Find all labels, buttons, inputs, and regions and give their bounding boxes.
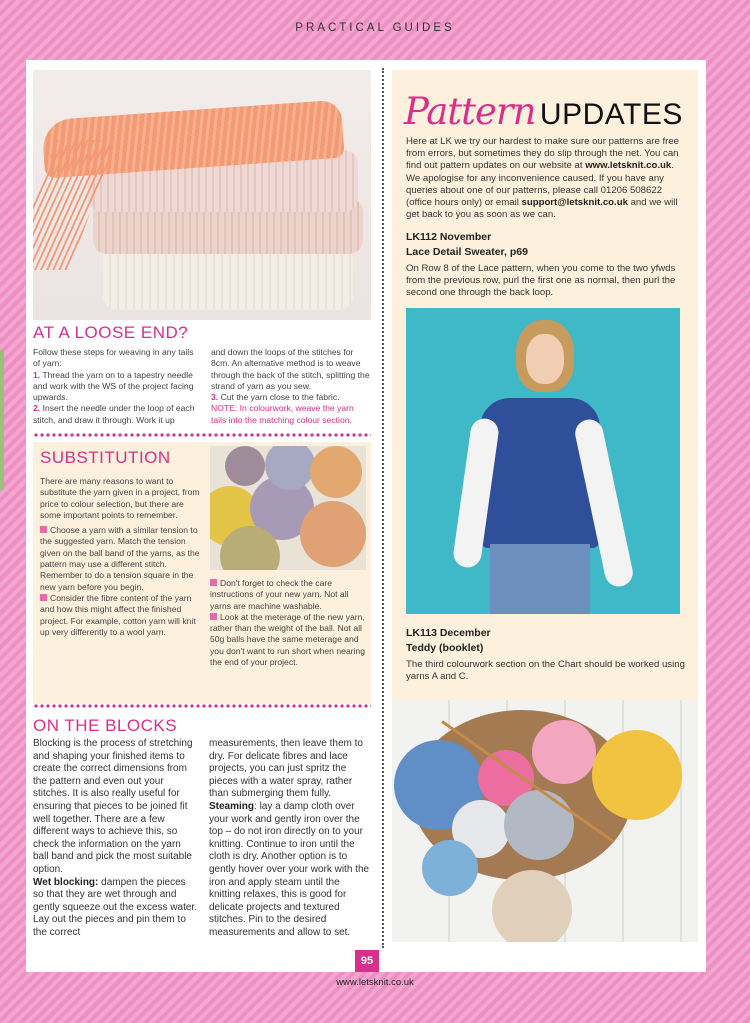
- steaming-text: : lay a damp cloth over your work and gently iron over the top – do not iron directly on to your knitting. Continue to iron until the cloth is dry. Another option is to gently hover over your work with the iron and apply steam until the knitting relaxes, this is good for delicate projects and textured stitches. Pin to the desired measurements and allow to set.: [209, 800, 370, 938]
- dotted-divider: [33, 432, 371, 438]
- loose-end-intro: Follow these steps for weaving in any tails of yarn:: [33, 347, 194, 369]
- loose-end-col1: [33, 347, 199, 426]
- knitwear-stack-photo: [33, 70, 371, 320]
- steaming-label: Steaming: [209, 800, 255, 812]
- step-1-text: Thread the yarn on to a tapestry needle and work with the WS of the project facing upwards.: [33, 369, 194, 403]
- step-3-num: 3.: [211, 392, 219, 403]
- website-link[interactable]: www.letsknit.co.uk: [585, 160, 672, 172]
- bullet-text: Consider the fibre content of the yarn and how this might affect the finished project. For example, cotton yarn will knit up very differently to a wool yarn.: [40, 592, 196, 637]
- pattern-updates-panel: [392, 70, 698, 942]
- substitution-intro: There are many reasons to want to substitute the yarn given in a project, from price to colour selection, but there are some important points to remember.: [40, 476, 200, 520]
- update-text: On Row 8 of the Lace pattern, when you come to the two yfwds from the previous row, purl the first one as normal, then purl the second one through the back loop.: [406, 263, 676, 299]
- blocks-intro: Blocking is the process of stretching and shaping your finished items to create the correct dimensions from the pattern and even out your stitches. It is also really useful for ensuring that pieces to be joined fit well together. There are a few different ways to achieve this, so check the information on the yarn ball band and pick the most suitable option.: [33, 738, 193, 875]
- update-pattern-name: Lace Detail Sweater, p69: [406, 246, 528, 258]
- bullet-square-icon: [210, 613, 217, 620]
- bullet-text: Choose a yarn with a similar tension to the suggested yarn. Match the tension given on the ball band of the yarns, as the pattern may use a different stitch. Remember to do a tension square in the new yarn before you begin.: [40, 525, 200, 592]
- header-section-label: PRACTICAL GUIDES: [295, 22, 455, 34]
- page: [26, 60, 706, 972]
- bullet-text: Don't forget to check the care instructions of your new yarn. Not all yarns are machine washable.: [210, 578, 349, 611]
- loose-end-col2: [211, 347, 371, 426]
- update-text: The third colourwork section on the Chart should be worked using yarns A and C.: [406, 659, 685, 683]
- update-issue: LK113 December: [406, 627, 491, 639]
- pattern-script-title: Pattern: [404, 90, 536, 133]
- bullet-square-icon: [40, 526, 47, 533]
- sweater-model-photo: [406, 308, 680, 614]
- substitution-title: SUBSTITUTION: [40, 448, 171, 467]
- step-2-text: Insert the needle under the loop of each stitch, and draw it through. Work it up: [33, 403, 195, 425]
- blocks-title: ON THE BLOCKS: [33, 716, 178, 735]
- wet-blocking-label: Wet blocking:: [33, 876, 99, 888]
- intro-text-a: Here at LK we try our hardest to make sure our patterns are free from errors, but sometimes they do slip through the net. You can find out pattern updates on our website at: [406, 136, 680, 172]
- blocks-col2: [209, 738, 373, 940]
- updates-caps-title: UPDATES: [539, 98, 683, 131]
- page-number: 95: [355, 950, 379, 972]
- blocks-col1: [33, 738, 197, 940]
- email-link[interactable]: support@letsknit.co.uk: [521, 197, 628, 209]
- bullet-square-icon: [210, 579, 217, 586]
- update-pattern-name: Teddy (booklet): [406, 642, 484, 654]
- bullet-text: Look at the meterage of the new yarn, rather than the weight of the ball. Not all 50g balls have the same meterage and you don't want to run short when nearing the end of your project.: [210, 611, 365, 668]
- updates-intro: [406, 136, 688, 221]
- substitution-bullet: [210, 612, 366, 668]
- update-issue: LK112 November: [406, 231, 492, 243]
- dotted-divider: [33, 703, 371, 709]
- yarn-balls-photo: [210, 446, 366, 570]
- colourwork-note: NOTE: In colourwork, weave the yarn tails into the matching colour section.: [211, 403, 354, 425]
- wet-blocking-text: dampen the pieces so that they are wet through and gently squeeze out the excess water. Lay out the pieces and pin them to the correct: [33, 876, 197, 938]
- update-item: [406, 626, 688, 683]
- intro-text-b: . We apologise for any inconvenience caused. If you have any queries about one of our patterns, please call 01206 508622 (office hours only) or email: [406, 160, 674, 209]
- step-3-text: Cut the yarn close to the fabric.: [220, 392, 340, 403]
- substitution-col1: [40, 476, 204, 638]
- step-2-num: 2.: [33, 403, 41, 414]
- pattern-updates-heading: [404, 90, 683, 133]
- side-tab: [0, 350, 4, 490]
- loose-end-col2-text: and down the loops of the stitches for 8cm. An alternative method is to weave through the back of the stitch, splitting the strand of yarn as you sew.: [211, 347, 370, 391]
- intro-text-c: and we will get back to you as soon as we can.: [406, 197, 678, 221]
- column-divider: [382, 68, 384, 948]
- footer-url: www.letsknit.co.uk: [336, 977, 414, 988]
- loose-end-title: AT A LOOSE END?: [33, 323, 189, 342]
- step-1-num: 1.: [33, 369, 41, 380]
- bullet-square-icon: [40, 594, 47, 601]
- substitution-box: [33, 442, 371, 704]
- substitution-bullet: [40, 525, 204, 593]
- substitution-bullet: [210, 578, 366, 612]
- substitution-col2: [210, 578, 366, 668]
- substitution-bullet: [40, 593, 204, 638]
- yarn-basket-photo: [392, 700, 698, 942]
- update-item: [406, 230, 688, 300]
- blocks-col2-text: measurements, then leave them to dry. For delicate fibres and lace projects, you can just spritz the pieces with a water spray, rather than submerging them fully.: [209, 738, 363, 800]
